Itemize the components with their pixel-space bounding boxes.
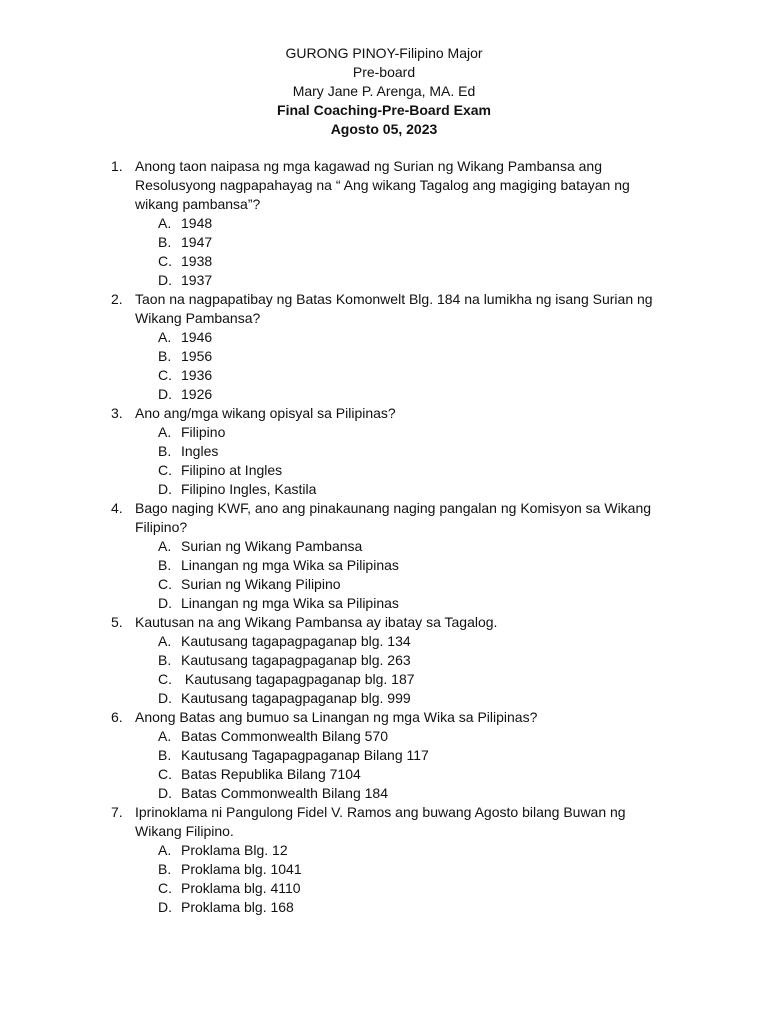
option-text: Kautusang tagapagpaganap blg. 263 [181, 652, 411, 668]
option-letter: D. [158, 595, 172, 611]
answer-option [0, 461, 668, 480]
answer-option [0, 784, 668, 803]
answer-option [0, 746, 668, 765]
option-text: Filipino at Ingles [181, 462, 283, 478]
option-text: Ingles [181, 443, 219, 459]
option-text: Proklama blg. 168 [181, 899, 294, 915]
option-text: Proklama blg. 4110 [181, 880, 301, 896]
question-text: Bago naging KWF, ano ang pinakaunang naging pangalan ng Komisyon sa Wikang Filipino? [135, 500, 652, 535]
option-text: 1946 [181, 329, 213, 345]
option-text: Kautusang Tagapagpaganap Bilang 117 [181, 747, 429, 763]
option-list [135, 537, 668, 613]
question-text: Kautusan na ang Wikang Pambansa ay ibatay sa Tagalog. [135, 614, 498, 630]
option-letter: B. [158, 861, 172, 877]
option-letter: A. [158, 215, 172, 231]
question-text: Ano ang/mga wikang opisyal sa Pilipinas? [135, 405, 396, 421]
answer-option [0, 214, 668, 233]
option-text: Kautusang tagapagpaganap blg. 134 [181, 633, 411, 649]
header-organization: GURONG PINOY-Filipino Major [285, 45, 483, 61]
question-text: Anong Batas ang bumuo sa Linangan ng mga Wika sa Pilipinas? [135, 709, 538, 725]
answer-option [0, 670, 668, 689]
question-number: 3. [111, 405, 123, 421]
option-letter: B. [158, 443, 172, 459]
header-exam-title: Final Coaching-Pre-Board Exam [277, 102, 491, 118]
option-letter: B. [158, 234, 172, 250]
option-letter: D. [158, 481, 172, 497]
option-list [135, 727, 668, 803]
question-number: 7. [111, 804, 123, 820]
option-letter: B. [158, 348, 172, 364]
answer-option [0, 632, 668, 651]
option-letter: D. [158, 785, 172, 801]
question-number: 5. [111, 614, 123, 630]
option-letter: A. [158, 728, 172, 744]
option-list [135, 841, 668, 917]
option-letter: A. [158, 633, 172, 649]
answer-option [0, 366, 668, 385]
question-item [0, 708, 768, 803]
option-text: Linangan ng mga Wika sa Pilipinas [181, 557, 399, 573]
option-letter: C. [158, 367, 172, 383]
answer-option [0, 385, 668, 404]
option-text: Batas Commonwealth Bilang 184 [181, 785, 389, 801]
option-letter: D. [158, 386, 172, 402]
question-item [0, 499, 768, 613]
question-number: 2. [111, 291, 123, 307]
option-list [135, 632, 668, 708]
header-exam-type: Pre-board [352, 64, 416, 80]
option-letter: B. [158, 557, 172, 573]
answer-option [0, 233, 668, 252]
question-item [0, 803, 768, 917]
answer-option [0, 252, 668, 271]
question-number: 6. [111, 709, 123, 725]
option-letter: C. [158, 576, 172, 592]
answer-option [0, 442, 668, 461]
answer-option [0, 347, 668, 366]
option-letter: A. [158, 329, 172, 345]
option-text: Filipino [181, 424, 226, 440]
option-letter: C. [158, 880, 172, 896]
option-letter: C. [158, 253, 172, 269]
option-text: Filipino Ingles, Kastila [181, 481, 317, 497]
answer-option [0, 841, 668, 860]
answer-option [0, 271, 668, 290]
question-number: 4. [111, 500, 123, 516]
option-text: 1926 [181, 386, 213, 402]
option-text: Kautusang tagapagpaganap blg. 999 [181, 690, 411, 706]
question-text: Taon na nagpapatibay ng Batas Komonwelt Blg. 184 na lumikha ng isang Surian ng Wikang Pambansa? [135, 291, 653, 326]
option-list [135, 328, 668, 404]
question-item [0, 613, 768, 708]
option-text: 1948 [181, 215, 213, 231]
option-text: Batas Republika Bilang 7104 [181, 766, 361, 782]
answer-option [0, 575, 668, 594]
option-text: 1938 [181, 253, 213, 269]
option-text: 1956 [181, 348, 213, 364]
question-text: Iprinoklama ni Pangulong Fidel V. Ramos ang buwang Agosto bilang Buwan ng Wikang Filipino. [135, 804, 626, 839]
option-letter: B. [158, 747, 172, 763]
answer-option [0, 328, 668, 347]
answer-option [0, 879, 668, 898]
question-text: Anong taon naipasa ng mga kagawad ng Surian ng Wikang Pambansa ang Resolusyong nagpapahayag na “ Ang wikang Tagalog ang magiging batayan ng wikang pambansa”? [135, 158, 630, 212]
option-text: 1936 [181, 367, 213, 383]
answer-option [0, 480, 668, 499]
question-item [0, 404, 768, 499]
option-list [135, 214, 668, 290]
answer-option [0, 537, 668, 556]
option-letter: B. [158, 652, 172, 668]
question-item [0, 157, 768, 290]
option-letter: D. [158, 899, 172, 915]
answer-option [0, 556, 668, 575]
option-text: Kautusang tagapagpaganap blg. 187 [181, 671, 415, 687]
option-text: 1947 [181, 234, 213, 250]
option-letter: C. [158, 462, 172, 478]
answer-option [0, 898, 668, 917]
answer-option [0, 423, 668, 442]
option-text: Proklama Blg. 12 [181, 842, 288, 858]
option-letter: A. [158, 842, 172, 858]
answer-option [0, 689, 668, 708]
option-text: Surian ng Wikang Pilipino [181, 576, 341, 592]
option-text: Proklama blg. 1041 [181, 861, 302, 877]
option-text: Surian ng Wikang Pambansa [181, 538, 363, 554]
answer-option [0, 765, 668, 784]
question-item [0, 290, 768, 404]
question-number: 1. [111, 158, 123, 174]
option-text: 1937 [181, 272, 213, 288]
option-list [135, 423, 668, 499]
answer-option [0, 727, 668, 746]
option-letter: C. [158, 671, 172, 687]
option-text: Batas Commonwealth Bilang 570 [181, 728, 389, 744]
option-text: Linangan ng mga Wika sa Pilipinas [181, 595, 399, 611]
header-date: Agosto 05, 2023 [330, 121, 438, 137]
document-header [0, 44, 768, 139]
answer-option [0, 594, 668, 613]
option-letter: D. [158, 690, 172, 706]
answer-option [0, 651, 668, 670]
option-letter: A. [158, 538, 172, 554]
option-letter: A. [158, 424, 172, 440]
option-letter: C. [158, 766, 172, 782]
answer-option [0, 860, 668, 879]
header-author: Mary Jane P. Arenga, MA. Ed [292, 83, 476, 99]
question-list [0, 157, 768, 917]
option-letter: D. [158, 272, 172, 288]
